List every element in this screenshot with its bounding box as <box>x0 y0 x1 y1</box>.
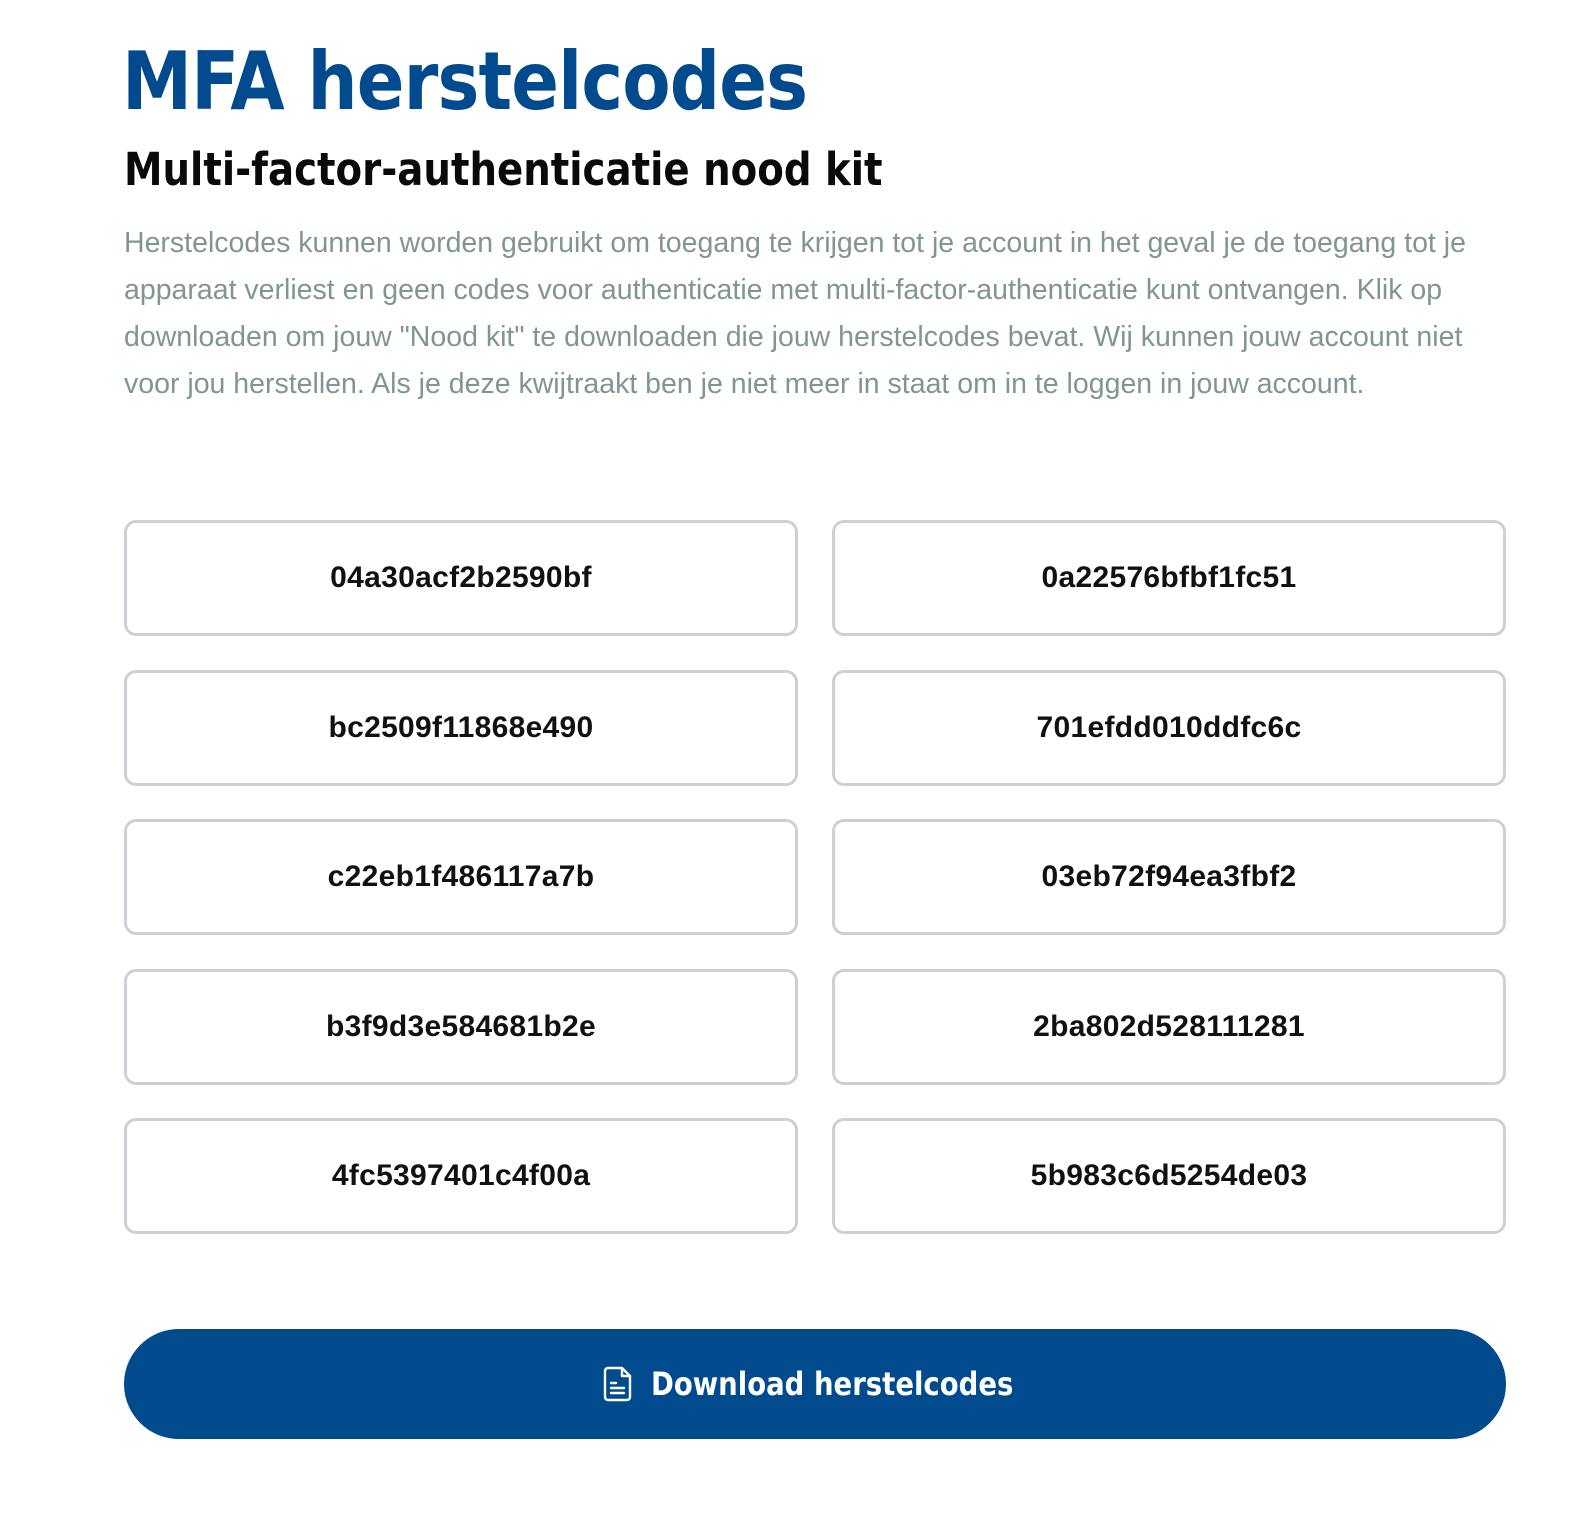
recovery-code-card <box>832 520 1506 636</box>
recovery-code-card <box>832 670 1506 786</box>
recovery-code: 04a30acf2b2590bf <box>330 561 592 594</box>
download-recovery-codes-button[interactable] <box>124 1329 1506 1439</box>
document-icon <box>603 1366 633 1402</box>
recovery-code-card <box>832 969 1506 1085</box>
page-subtitle: Multi-factor-authenticatie nood kit <box>124 143 883 196</box>
recovery-codes-grid <box>124 520 1506 1234</box>
recovery-code: 5b983c6d5254de03 <box>1030 1159 1308 1192</box>
recovery-code-card <box>124 670 798 786</box>
recovery-code: b3f9d3e584681b2e <box>326 1009 596 1043</box>
page-title: MFA herstelcodes <box>122 35 808 128</box>
recovery-code-card <box>124 969 798 1085</box>
recovery-code: 701efdd010ddfc6c <box>1036 710 1302 744</box>
recovery-code: 4fc5397401c4f00a <box>331 1159 591 1192</box>
recovery-code: 03eb72f94ea3fbf2 <box>1041 860 1297 893</box>
recovery-code-card <box>124 520 798 636</box>
recovery-code: 0a22576bfbf1fc51 <box>1041 561 1297 594</box>
download-button-label: Download herstelcodes <box>651 1365 1014 1403</box>
recovery-code: 2ba802d528111281 <box>1033 1009 1305 1043</box>
recovery-code: c22eb1f486117a7b <box>327 860 595 893</box>
recovery-code: bc2509f11868e490 <box>328 710 594 744</box>
recovery-code-card <box>124 819 798 935</box>
recovery-code-card <box>124 1118 798 1234</box>
recovery-code-card <box>832 819 1506 935</box>
page-description: Herstelcodes kunnen worden gebruikt om toegang te krijgen tot je account in het geval je de toegang tot je apparaat verliest en geen codes voor authenticatie met multi-factor-authenticatie kunt ontvangen. Klik op downloaden om jouw "Nood kit" te downloaden die jouw herstelcodes bevat. Wij kunnen jouw account niet voor jou herstellen. Als je deze kwijtraakt ben je niet meer in staat om in te loggen in jouw account. <box>124 227 1466 400</box>
recovery-code-card <box>832 1118 1506 1234</box>
